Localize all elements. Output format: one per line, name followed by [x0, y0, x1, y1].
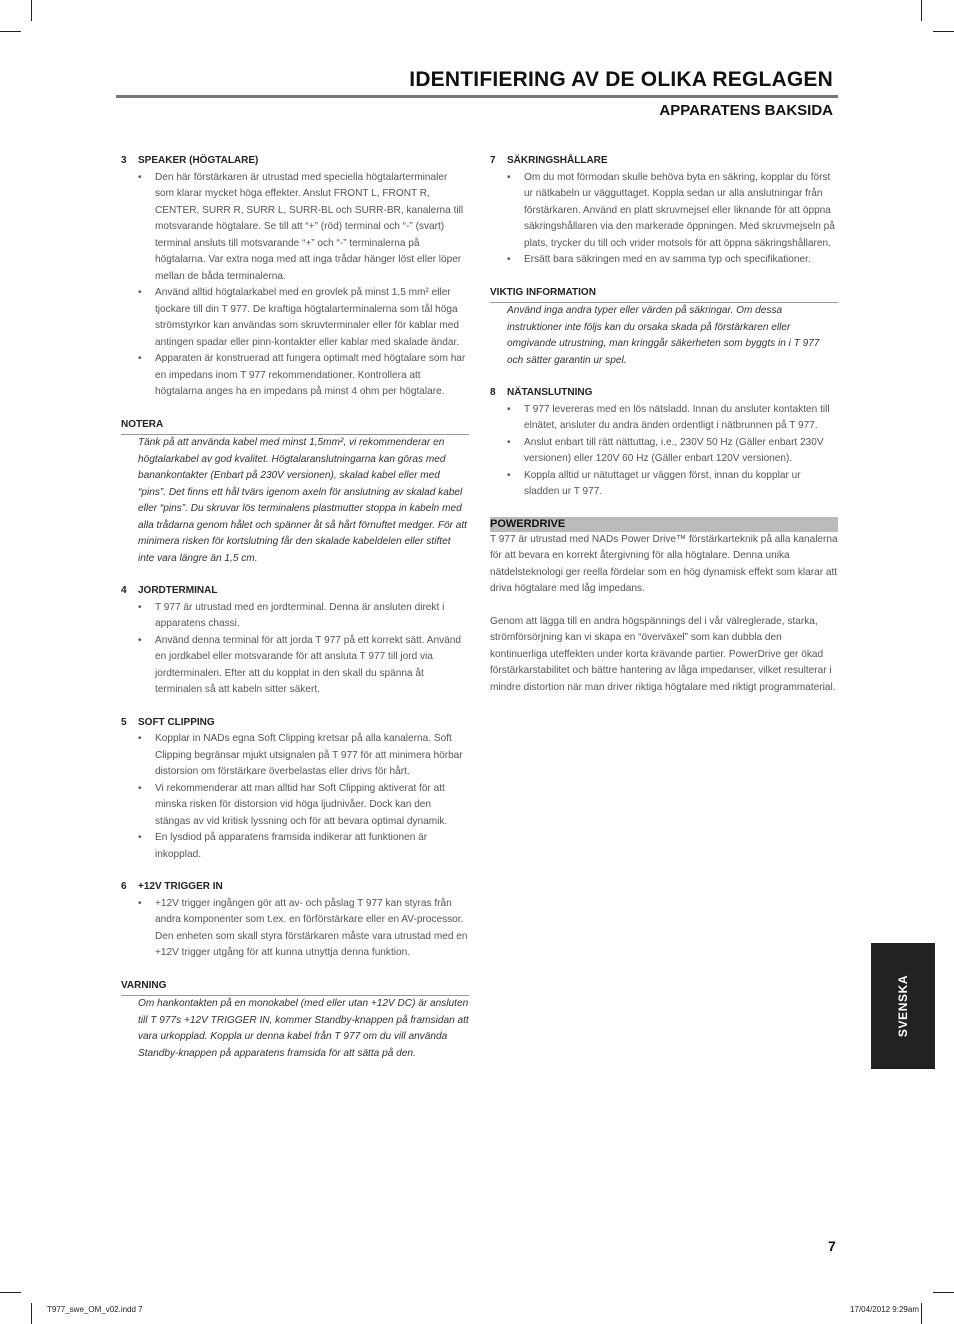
important-box: [490, 285, 838, 370]
footer-date: 17/04/2012 9:29am: [850, 1305, 919, 1314]
list-item: • Koppla alltid ur nätuttaget ur väggen först, innan du kopplar ur sladden ur T 977.: [507, 468, 838, 501]
list-item: • Vi rekommenderar att man alltid har Soft Clipping aktiverat för att minska risken för distorsion vid höga ljudnivåer. Dock kan den stängas av vid kritisk lyssning och för att bevara optimal dynamik.: [138, 781, 469, 831]
crop-mark: [921, 0, 922, 21]
section-heading: 5 SOFT CLIPPING: [121, 716, 215, 728]
section-heading: 7 SÄKRINGSHÅLLARE: [490, 155, 608, 166]
page-subtitle: APPARATENS BAKSIDA: [659, 102, 833, 119]
list-item: • Apparaten är konstruerad att fungera optimalt med högtalare som har en impedans inom T 977 rekommendationer. Kontrollera att högtalarna anges ha en impedans på minst 4 ohm per högtalare.: [138, 351, 469, 401]
bullet-list: [121, 731, 469, 863]
note-text: Tänk på att använda kabel med minst 1,5mm², vi rekommenderar en högtalarkabel av god kvalitet. Högtalaranslutningarna kan göras med banankontakter (Enbart på 230V versionen), skalad kabel eller med “pins”. Det finns ett hål tvärs igenom axeln för anslutning av skalad kabel eller “pins”. Du skruvar lös terminalens plastmutter stoppa in kabeln med alla trådarna genom hålet och spänner åt så hårt förnuftet medger. För att minimera risken för kortslutning får den skalade kabeldelen eller stiftet inte vara längre än 1,5 cm.: [138, 437, 467, 564]
section-powerdrive: [490, 517, 838, 697]
list-item: • Anslut enbart till rätt nättuttag, i.e., 230V 50 Hz (Gäller enbart 230V versionen) eller 120V 60 Hz (Gäller enbart 120V versionen).: [507, 435, 838, 468]
paragraph: Genom att lägga till en andra högspännings del i vår välreglerade, starka, strömförsörjning kan vi skapa en “överväxel” som kan dubbla den kontinuerliga uteffekten under korta krävande partier. PowerDrive ger ökad förstärkarstabilitet och bättre hantering av låga impedanser, vilket resulterar i mindre distortion när man driver riktiga högtalare med riktigt programmaterial.: [490, 615, 836, 693]
crop-mark: [0, 1292, 21, 1293]
list-item: • En lysdiod på apparatens framsida indikerar att funktionen är inkopplad.: [138, 830, 469, 863]
crop-mark: [933, 31, 954, 32]
important-text: Använd inga andra typer eller värden på säkringar. Om dessa instruktioner inte följs kan du orsaka skada på förstärkaren eller omgivande utrustning, man kringgår säkerheten som byggts in i T 977 och sätter garantin ur spel.: [507, 305, 820, 366]
right-column: [490, 153, 838, 712]
list-item: • Använd denna terminal för att jorda T 977 på ett korrekt sätt. Använd en jordkabel eller motsvarande för att ansluta T 977 till jord via jordterminalen. Efter att du kopplat in den skall du spänna åt terminalen så att kabeln sitter säkert.: [138, 633, 469, 699]
warning-text: Om hankontakten på en monokabel (med eller utan +12V DC) är ansluten till T 977s +12V TRIGGER IN, kommer Standby-knappen på framsidan att vara urkopplad. Koppla ur denna kabel från T 977 om du vill använda Standby-knappen på apparatens framsida för att sätta på den.: [138, 998, 469, 1059]
list-item: • Ersätt bara säkringen med en av samma typ och specifikationer.: [507, 252, 838, 269]
section-heading: 4 JORDTERMINAL: [121, 585, 218, 596]
list-item: • +12V trigger ingången gör att av- och påslag T 977 kan styras från andra komponenter som t.ex. en förförstärkare eller en AV-processor. Den enheten som skall styra förstärkaren måste vara utrustad med en +12V trigger utgång för att kunna utnyttja denna funktion.: [138, 896, 469, 962]
warning-box: [121, 978, 469, 1063]
bullet-list: [121, 170, 469, 401]
language-tab-label: SVENSKA: [896, 974, 910, 1038]
crop-mark: [933, 1292, 954, 1293]
bullet-list: [490, 170, 838, 269]
bullet-list: [490, 402, 838, 501]
list-item: • T 977 är utrustad med en jordterminal. Denna är ansluten direkt i apparatens chassi.: [138, 600, 469, 633]
left-column: [121, 153, 469, 1078]
section-heading: 3 SPEAKER (HÖGTALARE): [121, 155, 259, 166]
note-box: [121, 417, 469, 568]
section-ground: [121, 583, 469, 699]
note-heading: NOTERA: [121, 417, 469, 436]
list-item: • Om du mot förmodan skulle behöva byta en säkring, kopplar du först ur nätkabeln ur vägguttaget. Koppla sedan ur alla anslutningar från förstärkaren. Använd en platt skruvmejsel eller liknande för att öppna säkringshållaren via den markerade öppningen. Med skruvmejseln på plats, trycker du till och vrider motsols för att öppna säkringshållaren.: [507, 170, 838, 253]
section-soft-clipping: [121, 715, 469, 864]
section-heading: 8 NÄTANSLUTNING: [490, 387, 593, 398]
powerdrive-heading: POWERDRIVE: [490, 517, 838, 532]
list-item: • Kopplar in NADs egna Soft Clipping kretsar på alla kanalerna. Soft Clipping begränsar mjukt utsignalen på T 977 för att minimera hörbar distorsion om förstärkare överbelastas eller drivs för hårt.: [138, 731, 469, 781]
crop-mark: [31, 0, 32, 21]
important-heading: VIKTIG INFORMATION: [490, 285, 838, 304]
list-item: • Använd alltid högtalarkabel med en grovlek på minst 1,5 mm² eller tjockare till din T 977. De kraftiga högtalarterminalerna som tål höga strömstyrkor kan användas som skruvterminaler eller för kablar med antingen spadar eller pinn-kontakter eller kablar med skalade ändar.: [138, 285, 469, 351]
warning-heading: VARNING: [121, 978, 469, 997]
bullet-list: [121, 600, 469, 699]
crop-mark: [31, 1303, 32, 1324]
section-heading: 6 +12V TRIGGER IN: [121, 881, 223, 892]
language-tab: [871, 943, 935, 1069]
footer-file-info: T977_swe_OM_v02.indd 7: [47, 1305, 143, 1314]
page-number: 7: [828, 1238, 836, 1254]
section-mains: [490, 385, 838, 501]
section-trigger: [121, 879, 469, 962]
paragraph: T 977 är utrustad med NADs Power Drive™ förstärkarteknik på alla kanalerna för att bevara en korrekt återgivning för alla högtalare. Denna unika nätdelsteknologi ger reella fördelar som en hög dynamisk effekt som klarar att driva högtalare med låg impedans.: [490, 533, 838, 594]
section-speaker: [121, 153, 469, 401]
page-title: IDENTIFIERING AV DE OLIKA REGLAGEN: [409, 68, 833, 91]
section-fuse-holder: [490, 153, 838, 269]
list-item: • T 977 levereras med en lös nätsladd. Innan du ansluter kontakten till elnätet, ansluter du andra änden ordentligt i nätbrunnen på T 977.: [507, 402, 838, 435]
crop-mark: [0, 31, 21, 32]
title-rule: [116, 95, 838, 98]
list-item: • Den här förstärkaren är utrustad med speciella högtalarterminaler som klarar mycket höga effekter. Anslut FRONT L, FRONT R, CENTER, SURR R, SURR L, SURR-BL och SURR-BR, kanalerna till motsvarande högtalare. Se till att “+” (röd) terminal och “-” (svart) terminal ansluts till motsvarande “+” och “-” terminalerna på högtalarna. Var extra noga med att inga trådar hänger löst eller löper mellan de båda terminalerna.: [138, 170, 469, 286]
bullet-list: [121, 896, 469, 962]
crop-mark: [921, 1303, 922, 1324]
